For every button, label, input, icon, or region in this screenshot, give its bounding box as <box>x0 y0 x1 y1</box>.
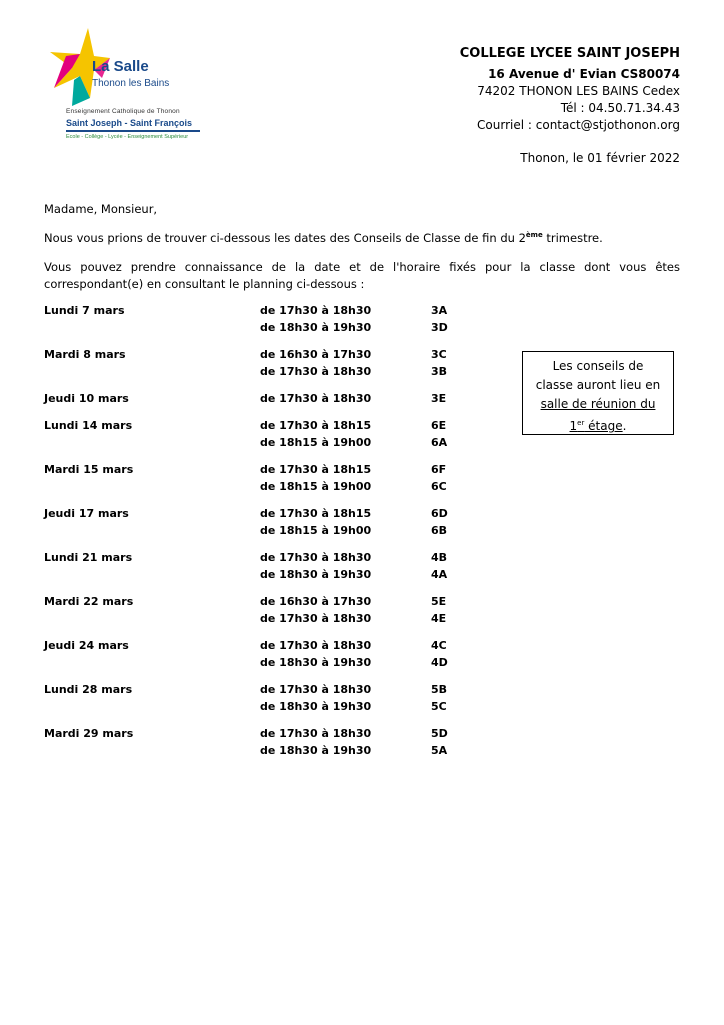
schedule-class: 3A <box>431 304 448 317</box>
intro-superscript: ème <box>525 231 543 240</box>
schedule-row <box>44 656 484 673</box>
schedule-time: de 17h30 à 18h30 <box>260 304 372 317</box>
schedule-row <box>44 727 484 744</box>
schedule-class: 4E <box>431 612 447 625</box>
schedule-class: 4C <box>431 639 447 652</box>
schedule-date: Jeudi 17 mars <box>44 507 129 520</box>
schedule-class: 6E <box>431 419 447 432</box>
notice-line-1: Les conseils de <box>552 359 644 373</box>
schedule-class: 5E <box>431 595 447 608</box>
school-phone: Tél : 04.50.71.34.43 <box>560 101 680 115</box>
schedule-class: 6A <box>431 436 448 449</box>
logo-name: La Salle <box>92 58 149 75</box>
location-notice <box>522 351 674 435</box>
schedule-time: de 16h30 à 17h30 <box>260 595 372 608</box>
schedule-date: Mardi 29 mars <box>44 727 134 740</box>
notice-line-4 <box>523 414 673 436</box>
schedule-date: Mardi 8 mars <box>44 348 126 361</box>
schedule-row <box>44 321 484 338</box>
school-logo <box>50 28 210 148</box>
schedule-time: de 17h30 à 18h30 <box>260 612 372 625</box>
schedule-class: 6D <box>431 507 448 520</box>
notice-floor-number: 1 <box>569 419 578 433</box>
intro-text: Nous vous prions de trouver ci-dessous les dates des Conseils de Classe de fin du 2 <box>44 231 526 245</box>
schedule-day <box>44 304 484 338</box>
logo-line-1: Enseignement Catholique de Thonon <box>66 108 180 115</box>
notice-room: salle de réunion du <box>540 397 656 411</box>
schedule-time: de 18h30 à 19h30 <box>260 656 372 669</box>
schedule-row <box>44 507 484 524</box>
schedule-row <box>44 568 484 585</box>
schedule-row <box>44 365 484 382</box>
schedule-row <box>44 595 484 612</box>
notice-period: . <box>622 419 627 433</box>
logo-line-3: Ecole - Collège - Lycée - Enseignement Supérieur <box>66 134 189 140</box>
schedule-day <box>44 683 484 717</box>
schedule-row <box>44 436 484 453</box>
schedule-time: de 18h30 à 19h30 <box>260 568 372 581</box>
logo-divider <box>66 130 200 132</box>
schedule-row <box>44 463 484 480</box>
schedule-day <box>44 595 484 629</box>
logo-line-2: Saint Joseph - Saint François <box>66 118 193 128</box>
schedule-time: de 17h30 à 18h15 <box>260 419 372 432</box>
schedule-date: Lundi 28 mars <box>44 683 133 696</box>
schedule-class: 4D <box>431 656 448 669</box>
schedule-day <box>44 392 484 409</box>
schedule-class: 6F <box>431 463 447 476</box>
schedule-date: Mardi 22 mars <box>44 595 134 608</box>
school-city: 74202 THONON LES BAINS Cedex <box>477 84 680 98</box>
intro-text-end: trimestre. <box>542 231 603 245</box>
schedule-time: de 17h30 à 18h30 <box>260 551 372 564</box>
schedule-row <box>44 612 484 629</box>
schedule-time: de 17h30 à 18h30 <box>260 365 372 378</box>
schedule-time: de 18h15 à 19h00 <box>260 436 372 449</box>
council-schedule <box>44 304 484 771</box>
schedule-row <box>44 551 484 568</box>
schedule-time: de 17h30 à 18h15 <box>260 507 372 520</box>
logo-city: Thonon les Bains <box>92 78 170 89</box>
salutation: Madame, Monsieur, <box>44 202 158 216</box>
schedule-class: 4B <box>431 551 448 564</box>
schedule-class: 5B <box>431 683 448 696</box>
school-email: Courriel : contact@stjothonon.org <box>477 118 680 132</box>
schedule-time: de 17h30 à 18h30 <box>260 392 372 405</box>
info-line-2: correspondant(e) en consultant le planning ci-dessous : <box>44 277 365 291</box>
schedule-class: 5C <box>431 700 447 713</box>
schedule-time: de 18h30 à 19h30 <box>260 700 372 713</box>
schedule-row <box>44 348 484 365</box>
schedule-day <box>44 463 484 497</box>
schedule-date: Lundi 7 mars <box>44 304 125 317</box>
schedule-date: Lundi 21 mars <box>44 551 133 564</box>
schedule-day <box>44 727 484 761</box>
schedule-class: 3B <box>431 365 448 378</box>
schedule-row <box>44 700 484 717</box>
schedule-time: de 18h15 à 19h00 <box>260 480 372 493</box>
schedule-time: de 17h30 à 18h15 <box>260 463 372 476</box>
schedule-time: de 17h30 à 18h30 <box>260 727 372 740</box>
schedule-time: de 18h30 à 19h30 <box>260 321 372 334</box>
schedule-day <box>44 419 484 453</box>
schedule-row <box>44 480 484 497</box>
schedule-time: de 16h30 à 17h30 <box>260 348 372 361</box>
notice-floor-suffix: er <box>577 419 585 427</box>
school-name: COLLEGE LYCEE SAINT JOSEPH <box>459 46 680 61</box>
schedule-day <box>44 507 484 541</box>
schedule-time: de 17h30 à 18h30 <box>260 639 372 652</box>
schedule-class: 3E <box>431 392 447 405</box>
schedule-class: 6B <box>431 524 448 537</box>
schedule-class: 6C <box>431 480 447 493</box>
schedule-day <box>44 348 484 382</box>
schedule-row <box>44 683 484 700</box>
school-address: 16 Avenue d' Evian CS80074 <box>488 67 680 81</box>
schedule-class: 4A <box>431 568 448 581</box>
schedule-row <box>44 304 484 321</box>
schedule-class: 5D <box>431 727 448 740</box>
letter-date: Thonon, le 01 février 2022 <box>520 151 680 165</box>
notice-floor-word: étage <box>584 419 623 433</box>
schedule-time: de 17h30 à 18h30 <box>260 683 372 696</box>
schedule-date: Jeudi 10 mars <box>44 392 129 405</box>
schedule-date: Jeudi 24 mars <box>44 639 129 652</box>
intro-paragraph <box>44 231 603 245</box>
schedule-row <box>44 392 484 409</box>
notice-line-3 <box>523 395 673 414</box>
schedule-date: Lundi 14 mars <box>44 419 133 432</box>
schedule-date: Mardi 15 mars <box>44 463 134 476</box>
schedule-row <box>44 419 484 436</box>
schedule-time: de 18h15 à 19h00 <box>260 524 372 537</box>
info-line-1: Vous pouvez prendre connaissance de la date et de l'horaire fixés pour la classe dont vous êtes <box>44 260 680 274</box>
schedule-day <box>44 551 484 585</box>
schedule-class: 5A <box>431 744 448 757</box>
schedule-class: 3D <box>431 321 448 334</box>
schedule-day <box>44 639 484 673</box>
schedule-time: de 18h30 à 19h30 <box>260 744 372 757</box>
notice-floor <box>570 419 623 433</box>
schedule-row <box>44 744 484 761</box>
schedule-row <box>44 524 484 541</box>
schedule-row <box>44 639 484 656</box>
schedule-class: 3C <box>431 348 447 361</box>
notice-line-2: classe auront lieu en <box>535 378 661 392</box>
